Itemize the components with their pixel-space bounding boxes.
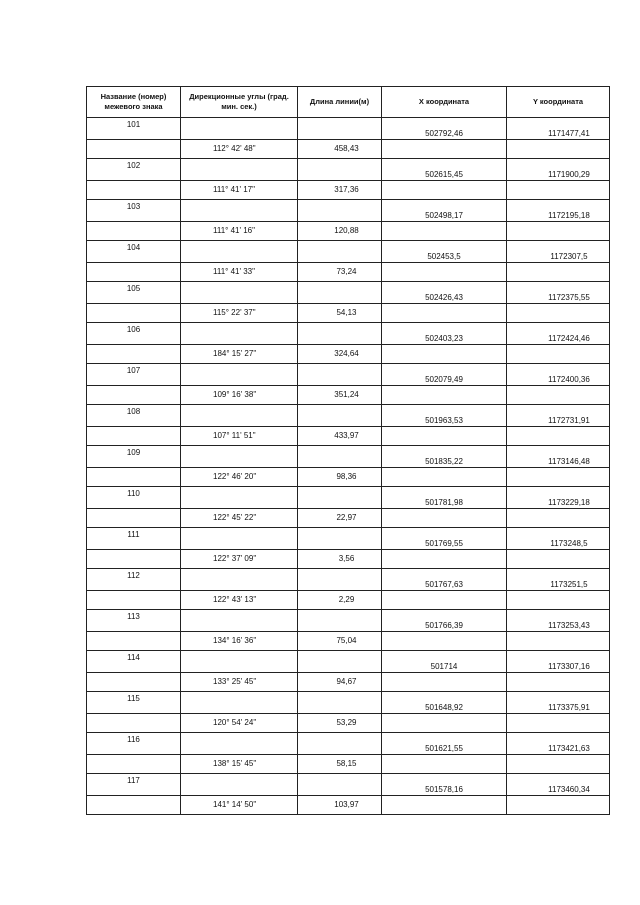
empty-cell	[507, 221, 610, 241]
empty-cell	[298, 528, 382, 550]
header-name: Название (номер) межевого знака	[87, 87, 181, 118]
empty-cell	[181, 528, 298, 550]
line-angle: 111° 41' 17"	[181, 180, 298, 200]
empty-cell	[382, 467, 507, 487]
table-row-point	[87, 282, 610, 304]
table-row-line	[87, 754, 610, 774]
table-row-point	[87, 241, 610, 263]
point-y: 1172375,55	[507, 282, 610, 304]
empty-cell	[507, 549, 610, 569]
table-row-line	[87, 672, 610, 692]
empty-cell	[87, 385, 181, 405]
empty-cell	[507, 303, 610, 323]
table-row-line	[87, 508, 610, 528]
table-row-line	[87, 713, 610, 733]
line-length: 317,36	[298, 180, 382, 200]
empty-cell	[298, 487, 382, 509]
table-row-point	[87, 487, 610, 509]
empty-cell	[181, 733, 298, 755]
point-y: 1173253,43	[507, 610, 610, 632]
table-row-line	[87, 549, 610, 569]
empty-cell	[382, 590, 507, 610]
table-row-line	[87, 303, 610, 323]
point-x: 501621,55	[382, 733, 507, 755]
table-row-point	[87, 692, 610, 714]
table-row-point	[87, 610, 610, 632]
table-row-point	[87, 118, 610, 140]
line-length: 75,04	[298, 631, 382, 651]
line-angle: 111° 41' 33"	[181, 262, 298, 282]
empty-cell	[298, 774, 382, 796]
table-header-row	[87, 87, 610, 118]
table-row-point	[87, 364, 610, 386]
table-row-line	[87, 426, 610, 446]
empty-cell	[181, 200, 298, 222]
line-length: 73,24	[298, 262, 382, 282]
point-y: 1173229,18	[507, 487, 610, 509]
point-x: 502079,49	[382, 364, 507, 386]
empty-cell	[382, 672, 507, 692]
point-x: 501578,16	[382, 774, 507, 796]
empty-cell	[181, 159, 298, 181]
empty-cell	[507, 672, 610, 692]
point-name: 113	[87, 610, 181, 632]
empty-cell	[87, 713, 181, 733]
empty-cell	[87, 549, 181, 569]
point-x: 501769,55	[382, 528, 507, 550]
line-angle: 122° 45' 22"	[181, 508, 298, 528]
point-y: 1173421,63	[507, 733, 610, 755]
empty-cell	[87, 262, 181, 282]
point-name: 103	[87, 200, 181, 222]
empty-cell	[181, 405, 298, 427]
empty-cell	[181, 487, 298, 509]
empty-cell	[181, 651, 298, 673]
point-name: 112	[87, 569, 181, 591]
empty-cell	[382, 262, 507, 282]
empty-cell	[87, 139, 181, 159]
empty-cell	[298, 610, 382, 632]
table-row-line	[87, 631, 610, 651]
empty-cell	[507, 180, 610, 200]
point-y: 1173307,16	[507, 651, 610, 673]
table-row-line	[87, 221, 610, 241]
empty-cell	[298, 118, 382, 140]
table-row-line	[87, 180, 610, 200]
table-row-point	[87, 528, 610, 550]
line-length: 103,97	[298, 795, 382, 815]
empty-cell	[382, 221, 507, 241]
line-length: 53,29	[298, 713, 382, 733]
empty-cell	[382, 508, 507, 528]
point-name: 106	[87, 323, 181, 345]
point-name: 109	[87, 446, 181, 468]
line-length: 22,97	[298, 508, 382, 528]
empty-cell	[382, 344, 507, 364]
table-row-line	[87, 467, 610, 487]
point-y: 1173248,5	[507, 528, 610, 550]
empty-cell	[382, 303, 507, 323]
empty-cell	[382, 713, 507, 733]
line-length: 458,43	[298, 139, 382, 159]
line-angle: 112° 42' 48"	[181, 139, 298, 159]
empty-cell	[382, 795, 507, 815]
point-y: 1172424,46	[507, 323, 610, 345]
empty-cell	[181, 241, 298, 263]
empty-cell	[382, 426, 507, 446]
empty-cell	[87, 672, 181, 692]
point-x: 502498,17	[382, 200, 507, 222]
empty-cell	[382, 631, 507, 651]
point-x: 501963,53	[382, 405, 507, 427]
table-row-point	[87, 446, 610, 468]
table-body	[87, 118, 610, 815]
point-y: 1172400,36	[507, 364, 610, 386]
point-y: 1173460,34	[507, 774, 610, 796]
point-name: 110	[87, 487, 181, 509]
empty-cell	[507, 467, 610, 487]
empty-cell	[298, 405, 382, 427]
empty-cell	[507, 426, 610, 446]
empty-cell	[298, 159, 382, 181]
empty-cell	[507, 508, 610, 528]
empty-cell	[87, 590, 181, 610]
point-x: 502426,43	[382, 282, 507, 304]
table-row-point	[87, 159, 610, 181]
empty-cell	[181, 610, 298, 632]
point-x: 501781,98	[382, 487, 507, 509]
empty-cell	[181, 323, 298, 345]
line-angle: 115° 22' 37"	[181, 303, 298, 323]
empty-cell	[181, 446, 298, 468]
line-length: 433,97	[298, 426, 382, 446]
line-length: 98,36	[298, 467, 382, 487]
empty-cell	[507, 713, 610, 733]
point-name: 107	[87, 364, 181, 386]
empty-cell	[87, 426, 181, 446]
empty-cell	[507, 754, 610, 774]
empty-cell	[507, 344, 610, 364]
point-name: 102	[87, 159, 181, 181]
table-row-line	[87, 590, 610, 610]
point-x: 501767,63	[382, 569, 507, 591]
empty-cell	[87, 754, 181, 774]
point-y: 1173375,91	[507, 692, 610, 714]
empty-cell	[298, 200, 382, 222]
point-x: 502792,46	[382, 118, 507, 140]
line-angle: 120° 54' 24"	[181, 713, 298, 733]
empty-cell	[87, 467, 181, 487]
empty-cell	[181, 364, 298, 386]
header-length: Длина линии(м)	[298, 87, 382, 118]
point-name: 111	[87, 528, 181, 550]
empty-cell	[298, 733, 382, 755]
point-y: 1172731,91	[507, 405, 610, 427]
point-y: 1172307,5	[507, 241, 610, 263]
empty-cell	[87, 508, 181, 528]
point-name: 116	[87, 733, 181, 755]
line-angle: 141° 14' 50"	[181, 795, 298, 815]
coordinates-table	[86, 86, 610, 815]
empty-cell	[507, 139, 610, 159]
point-y: 1172195,18	[507, 200, 610, 222]
table-row-line	[87, 262, 610, 282]
table-row-point	[87, 323, 610, 345]
line-angle: 122° 43' 13"	[181, 590, 298, 610]
empty-cell	[298, 569, 382, 591]
empty-cell	[507, 590, 610, 610]
empty-cell	[298, 692, 382, 714]
empty-cell	[87, 221, 181, 241]
empty-cell	[87, 795, 181, 815]
point-y: 1171477,41	[507, 118, 610, 140]
line-length: 54,13	[298, 303, 382, 323]
table-row-line	[87, 795, 610, 815]
empty-cell	[181, 692, 298, 714]
empty-cell	[507, 631, 610, 651]
empty-cell	[298, 364, 382, 386]
empty-cell	[507, 262, 610, 282]
table-row-point	[87, 405, 610, 427]
line-length: 94,67	[298, 672, 382, 692]
point-x: 501714	[382, 651, 507, 673]
header-x: X координата	[382, 87, 507, 118]
point-name: 104	[87, 241, 181, 263]
point-y: 1173146,48	[507, 446, 610, 468]
line-angle: 134° 16' 36"	[181, 631, 298, 651]
empty-cell	[181, 569, 298, 591]
point-x: 502453,5	[382, 241, 507, 263]
line-angle: 111° 41' 16"	[181, 221, 298, 241]
table-row-point	[87, 651, 610, 673]
empty-cell	[87, 303, 181, 323]
line-angle: 122° 37' 09"	[181, 549, 298, 569]
point-y: 1171900,29	[507, 159, 610, 181]
line-angle: 138° 15' 45"	[181, 754, 298, 774]
point-x: 502403,23	[382, 323, 507, 345]
empty-cell	[298, 651, 382, 673]
table-row-line	[87, 385, 610, 405]
empty-cell	[298, 323, 382, 345]
table-row-line	[87, 139, 610, 159]
point-x: 501835,22	[382, 446, 507, 468]
empty-cell	[181, 774, 298, 796]
empty-cell	[87, 180, 181, 200]
table-row-point	[87, 774, 610, 796]
line-length: 3,56	[298, 549, 382, 569]
line-length: 120,88	[298, 221, 382, 241]
point-name: 108	[87, 405, 181, 427]
point-y: 1173251,5	[507, 569, 610, 591]
table-row-point	[87, 200, 610, 222]
line-length: 324,64	[298, 344, 382, 364]
line-length: 2,29	[298, 590, 382, 610]
empty-cell	[382, 180, 507, 200]
line-angle: 133° 25' 45"	[181, 672, 298, 692]
line-angle: 109° 16' 38"	[181, 385, 298, 405]
point-name: 114	[87, 651, 181, 673]
point-name: 105	[87, 282, 181, 304]
empty-cell	[382, 139, 507, 159]
table-row-line	[87, 344, 610, 364]
header-angle: Дирекционные углы (град. мин. сек.)	[181, 87, 298, 118]
point-x: 501648,92	[382, 692, 507, 714]
point-name: 115	[87, 692, 181, 714]
point-name: 101	[87, 118, 181, 140]
table-row-point	[87, 569, 610, 591]
table-row-point	[87, 733, 610, 755]
empty-cell	[298, 446, 382, 468]
line-angle: 107° 11' 51"	[181, 426, 298, 446]
empty-cell	[87, 344, 181, 364]
empty-cell	[382, 549, 507, 569]
empty-cell	[298, 241, 382, 263]
line-angle: 122° 46' 20"	[181, 467, 298, 487]
point-x: 501766,39	[382, 610, 507, 632]
empty-cell	[382, 754, 507, 774]
empty-cell	[507, 385, 610, 405]
empty-cell	[382, 385, 507, 405]
point-x: 502615,45	[382, 159, 507, 181]
empty-cell	[181, 118, 298, 140]
empty-cell	[298, 282, 382, 304]
point-name: 117	[87, 774, 181, 796]
line-angle: 184° 15' 27"	[181, 344, 298, 364]
header-y: Y координата	[507, 87, 610, 118]
line-length: 351,24	[298, 385, 382, 405]
line-length: 58,15	[298, 754, 382, 774]
empty-cell	[87, 631, 181, 651]
empty-cell	[181, 282, 298, 304]
empty-cell	[507, 795, 610, 815]
